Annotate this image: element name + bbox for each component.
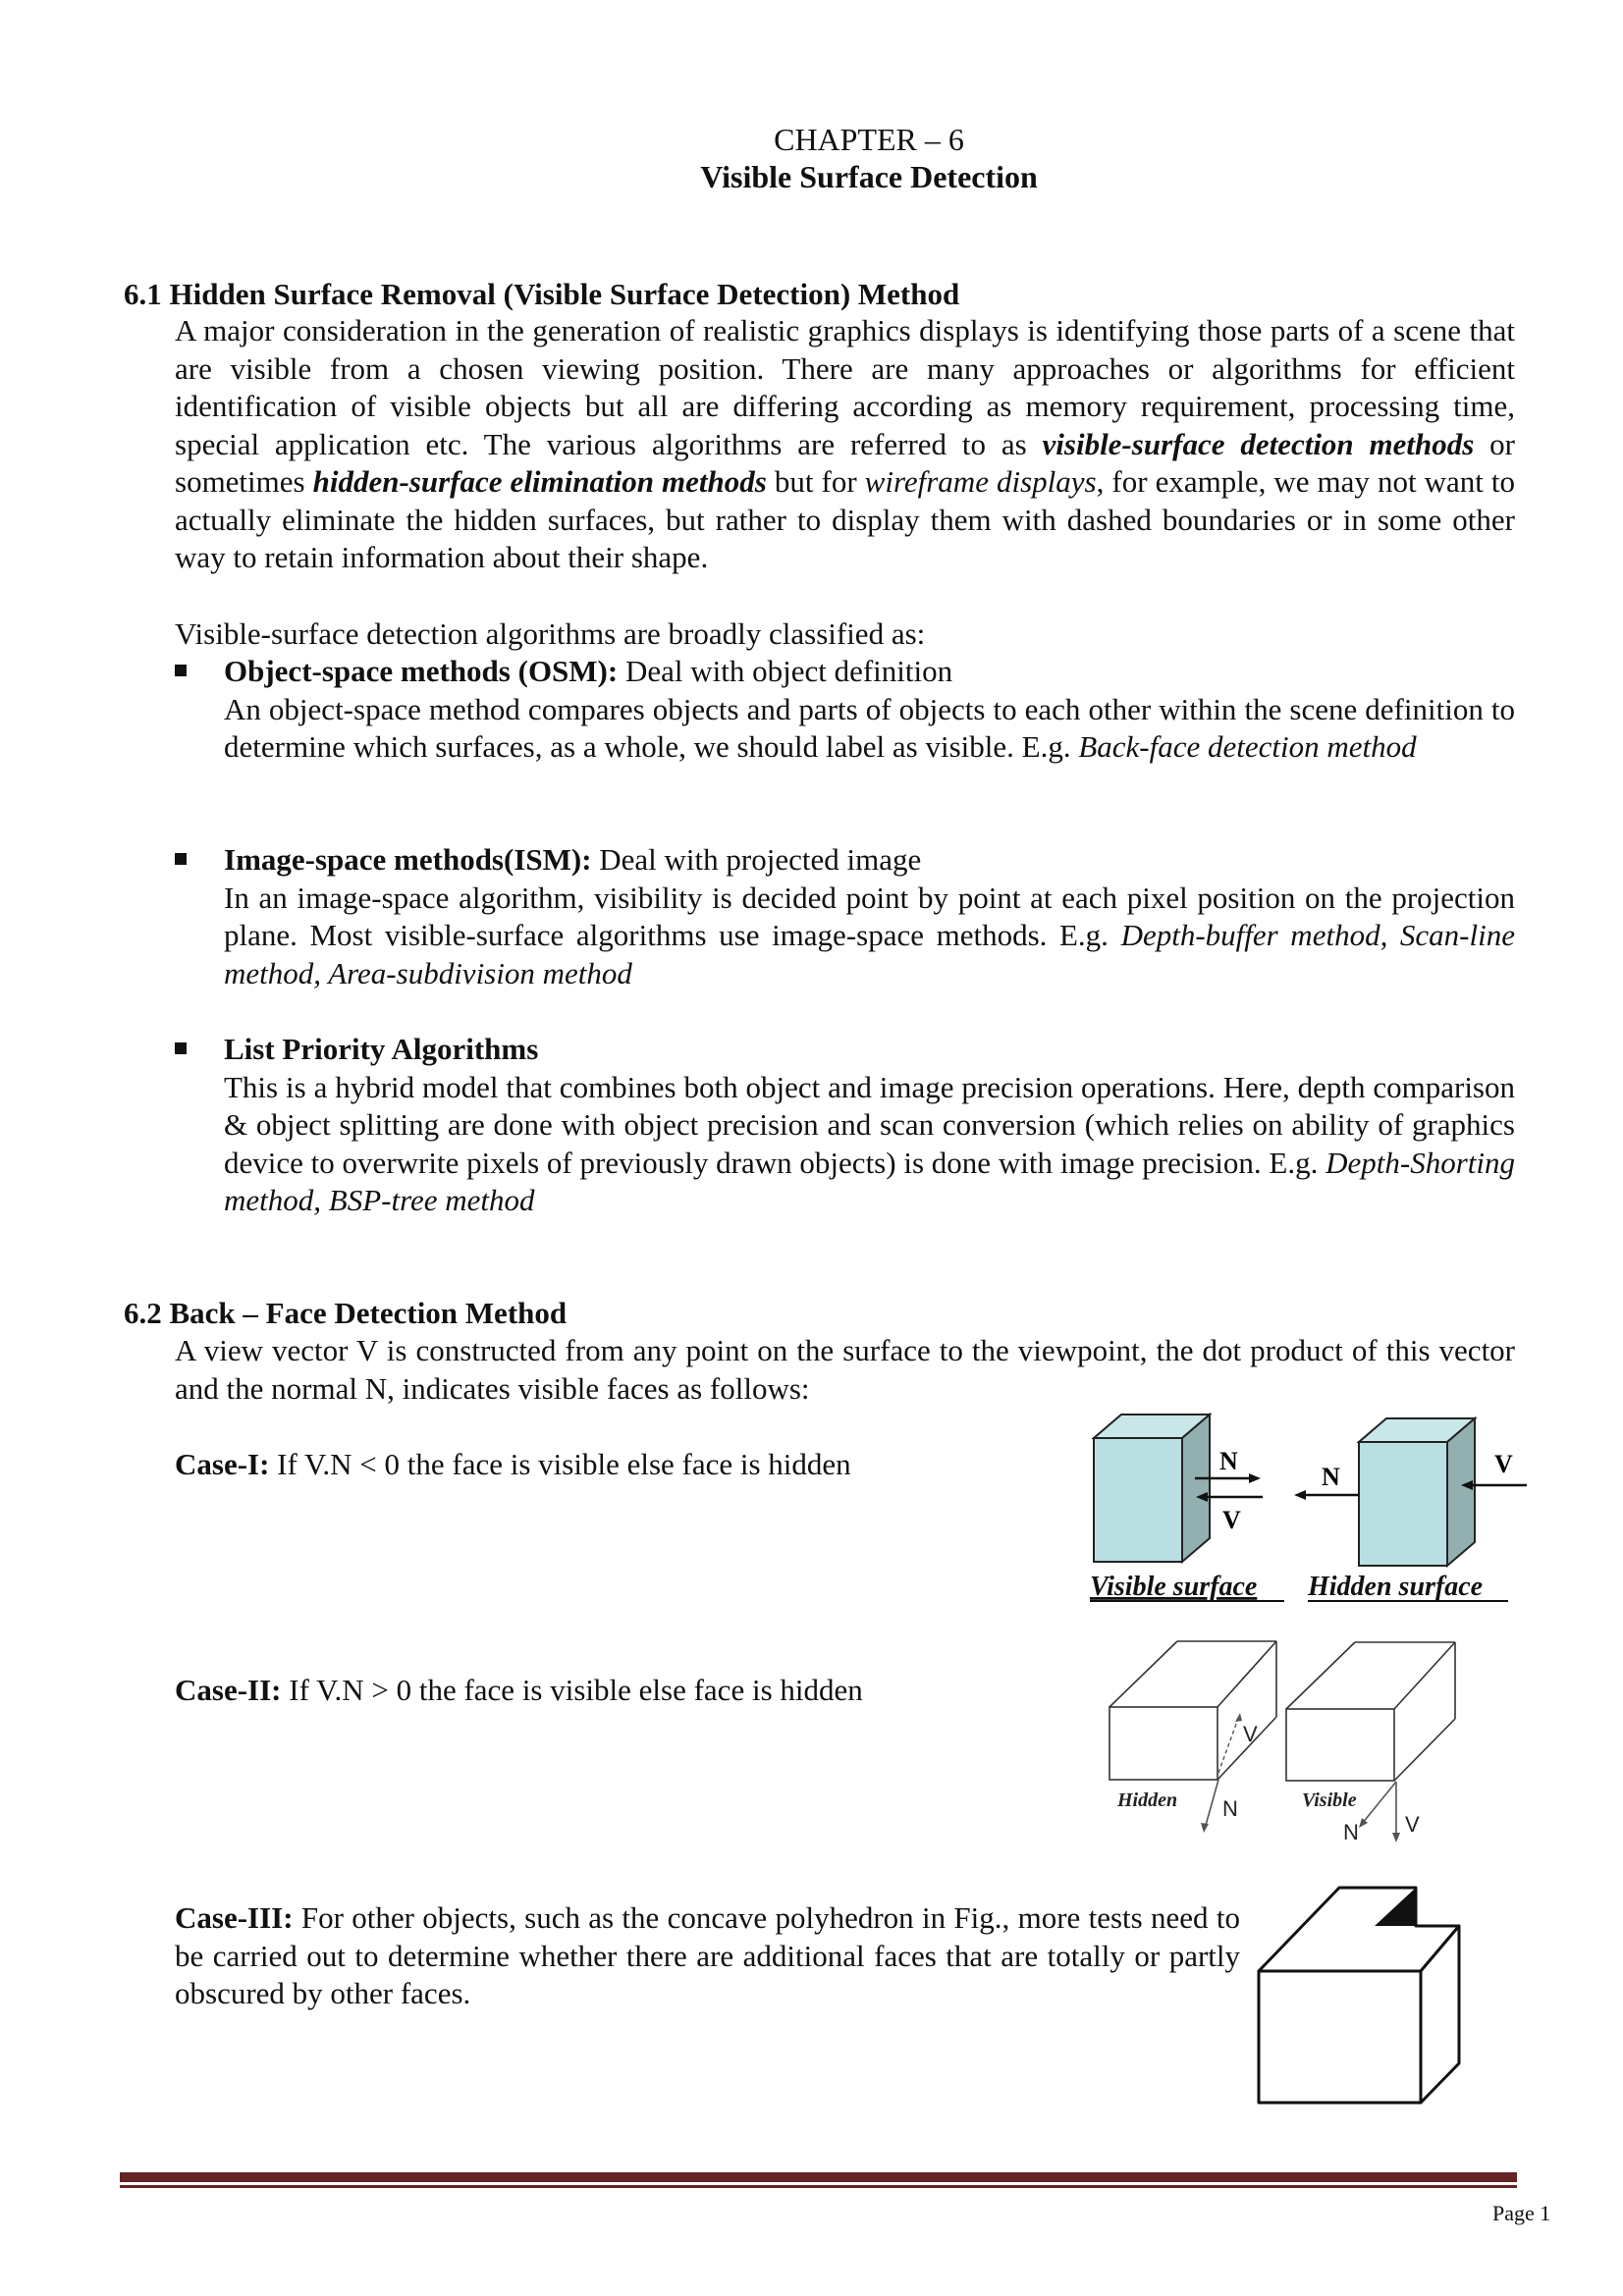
- svg-text:N: N: [1322, 1463, 1340, 1491]
- list-item-body: This is a hybrid model that combines both object and image precision operations. Here, depth comparison & object splitting are done with object precision and scan conversion (which relies on ability of graphics device to overwrite pixels of previously drawn objects) is done with image precision. E.g.: [224, 1069, 1515, 1180]
- footer-rule: [120, 2172, 1517, 2182]
- svg-text:V: V: [1494, 1450, 1513, 1478]
- list-item-subtitle: Deal with object definition: [618, 654, 953, 688]
- caption-visible: Visible: [1302, 1789, 1357, 1811]
- case-label: Case-I:: [175, 1447, 270, 1481]
- section-6-1-intro: [175, 312, 1515, 577]
- visible-cube-icon: [1094, 1415, 1210, 1562]
- hidden-cube-icon: [1359, 1418, 1475, 1566]
- list-item-ism: [224, 841, 1515, 992]
- bullet-icon: [175, 1042, 187, 1054]
- caption-visible-surface: Visible surface: [1090, 1572, 1258, 1602]
- case-text: If V.N < 0 the face is visible else face is hidden: [269, 1447, 851, 1481]
- list-item-example: Back-face detection method: [1078, 729, 1417, 764]
- list-item-body: An object-space method compares objects and parts of objects to each other within the scene definition to determine which surfaces, as a whole, we should label as visible. E.g.: [224, 691, 1515, 764]
- list-item-subtitle: Deal with projected image: [591, 842, 922, 877]
- list-item-osm: [224, 653, 1515, 767]
- case-text: For other objects, such as the concave polyhedron in Fig., more tests need to be carried out to determine whether there are additional faces that are totally or partly obscured by other faces.: [175, 1900, 1240, 2010]
- term-wireframe: wireframe displays: [864, 464, 1097, 499]
- case-text: If V.N > 0 the face is visible else face is hidden: [281, 1673, 863, 1707]
- list-item-title: Object-space methods (OSM):: [224, 654, 619, 688]
- chapter-title: Visible Surface Detection: [700, 159, 1038, 194]
- list-item-list-priority: [224, 1031, 1515, 1220]
- list-item-title: List Priority Algorithms: [224, 1032, 539, 1066]
- caption-hidden-surface: Hidden surface: [1308, 1572, 1484, 1602]
- figure-concave-polyhedron: [1247, 1875, 1502, 2130]
- section-6-2-intro: A view vector V is constructed from any point on the surface to the viewpoint, the dot product of this vector and the normal N, indicates visible faces as follows:: [175, 1333, 1515, 1406]
- page-number: Page 1: [1492, 2201, 1551, 2225]
- bullet-icon: [175, 853, 187, 865]
- list-item-example: Depth-Shorting method, BSP-tree method: [224, 1145, 1515, 1217]
- list-item-title: Image-space methods(ISM):: [224, 842, 592, 877]
- chapter-label: CHAPTER – 6: [774, 122, 964, 157]
- intro-text: or sometimes: [175, 426, 1515, 499]
- svg-text:V: V: [1243, 1722, 1258, 1746]
- list-item-example: Depth-buffer method, Scan-line method, Area-subdivision method: [224, 918, 1515, 990]
- classification-lead: Visible-surface detection algorithms are broadly classified as:: [175, 616, 926, 651]
- intro-text: , for example, we may not want to actually eliminate the hidden surfaces, but rather to display them with dashed boundaries or in some other way to retain information about their shape.: [175, 464, 1515, 574]
- bullet-icon: [175, 665, 187, 676]
- term-visible-surface: visible-surface detection methods: [1042, 426, 1475, 461]
- svg-text:N: N: [1343, 1820, 1359, 1844]
- svg-text:V: V: [1405, 1812, 1420, 1837]
- figure-visible-hidden-surface: [1070, 1409, 1542, 1605]
- case-label: Case-II:: [175, 1673, 282, 1707]
- intro-text: A major consideration in the generation of realistic graphics displays is identifying those parts of a scene that are visible from a chosen viewing position. There are many approaches or algorithms for efficient identification of visible objects but all are differing according as memory requirement, processing time, special application etc. The various algorithms are referred to as: [175, 313, 1515, 461]
- term-hidden-surface: hidden-surface elimination methods: [312, 464, 767, 499]
- case-label: Case-III:: [175, 1900, 294, 1935]
- figure-hidden-visible-boxes: [1080, 1629, 1512, 1865]
- caption-hidden: Hidden: [1117, 1789, 1178, 1811]
- normal-label: N: [1219, 1447, 1238, 1475]
- list-item-body: In an image-space algorithm, visibility is decided point by point at each pixel position on the projection plane. Most visible-surface algorithms use image-space methods. E.g.: [224, 880, 1515, 952]
- svg-text:N: N: [1222, 1796, 1238, 1821]
- case-2: [175, 1672, 1058, 1710]
- footer-rule-thin: [120, 2185, 1517, 2188]
- intro-text: but for: [766, 464, 865, 499]
- section-6-2-heading: 6.2 Back – Face Detection Method: [124, 1296, 568, 1330]
- view-label: V: [1222, 1506, 1241, 1534]
- case-3: [175, 1899, 1240, 2013]
- section-6-1-heading: 6.1 Hidden Surface Removal (Visible Surface Detection) Method: [124, 277, 960, 311]
- case-1: [175, 1446, 1058, 1484]
